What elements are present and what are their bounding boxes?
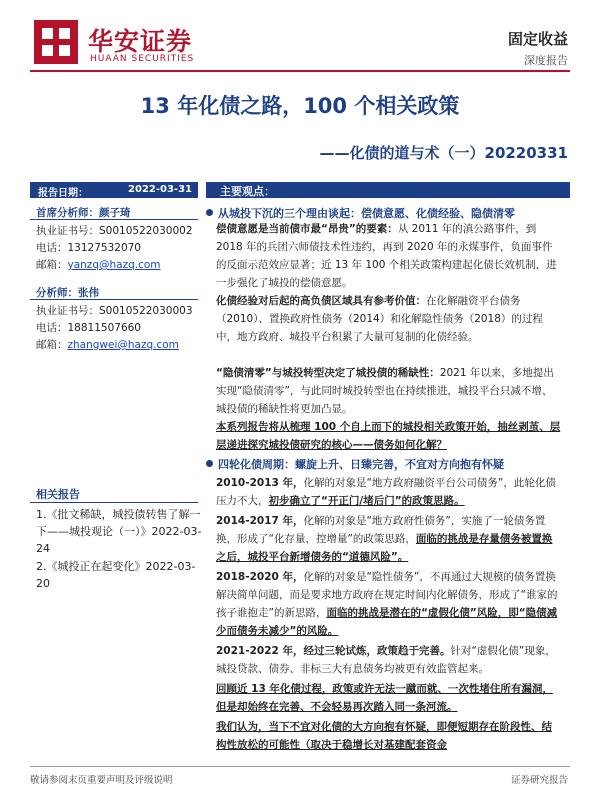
key-points-bar xyxy=(206,182,570,198)
page-title: 13 年化债之路，100 个相关政策 xyxy=(140,94,460,118)
section-bullet-1 xyxy=(206,205,515,221)
analyst1-email-link[interactable]: yanzq@hazq.com xyxy=(67,259,161,271)
paragraph-4-text: 本系列报告将从梳理 100 个自上而下的城投相关政策开始，抽丝剥茧、层层递进探究城投债研究的核心——债务如何化解？ xyxy=(216,421,561,451)
paragraph-2-lead: 化债经验对后起的高负债区域具有参考价值： xyxy=(216,295,426,307)
paragraph-5-text: 化解的对象是“地方政府融资平台公司债务”，此轮化债压力不大， xyxy=(216,477,556,507)
report-category: 固定收益 xyxy=(507,30,568,48)
page-subtitle: ——化债的道与术（一）20220331 xyxy=(319,144,568,162)
paragraph-10 xyxy=(216,718,562,758)
analyst2-phone: 电话：18811507660 xyxy=(36,322,141,334)
analyst2-email-label: 邮箱： xyxy=(36,339,68,351)
footer-rule xyxy=(30,766,570,767)
paragraph-9-text: 回顾近 13 年化债过程，政策或许无法一蹴而就、一次性堵住所有漏洞，但是却始终在完善、不会轻易再次踏入同一条河流。 xyxy=(216,683,553,713)
bullet-icon xyxy=(206,460,213,467)
related-rule xyxy=(30,502,198,503)
header-rule xyxy=(30,70,570,72)
section-bullet-2-text: 四轮化债周期：螺旋上升、日臻完善，不宜对方向抱有怀疑 xyxy=(218,458,504,471)
paragraph-5 xyxy=(216,474,562,510)
section-bullet-2 xyxy=(206,456,504,472)
footer-disclaimer: 敬请参阅末页重要声明及评级说明 xyxy=(30,775,173,786)
analyst1-email-row xyxy=(36,257,161,272)
paragraph-2 xyxy=(216,292,562,346)
paragraph-6-emphasis: 面临的挑战是存量债务被置换之后，城投平台新增债务的“道德风险”。 xyxy=(216,533,553,563)
logo-mark xyxy=(34,20,78,64)
analyst1-phone: 电话：13127532070 xyxy=(36,242,141,254)
analyst1-title: 首席分析师：颜子琦 xyxy=(36,207,131,219)
analyst2-email-row xyxy=(36,337,179,352)
paragraph-6-text: 化解的对象是“地方政府性债务”，实施了一轮债务置换，形成了“化存量，控增量”的政策思路， xyxy=(216,515,546,545)
paragraph-6 xyxy=(216,512,562,566)
paragraph-8-text: 针对“虚假化债”现象，城投贷款、债券、非标三大有息债务均被更有效监管起来。 xyxy=(216,645,556,675)
related-report-2[interactable]: 2.《城投正在起变化》2022-03-20 xyxy=(36,560,196,590)
analyst2-cert: 执业证书号：S0010522030003 xyxy=(36,305,193,317)
report-date-label: 报告日期： xyxy=(38,188,88,199)
paragraph-3-lead: “隐债清零”与城投转型决定了城投债的稀缺性： xyxy=(216,367,440,379)
related-report-1[interactable]: 1.《批文稀缺，城投债转售了解一下——城投观论（一）》2022-03-24 xyxy=(36,508,202,555)
bullet-icon xyxy=(206,209,213,216)
report-type: 深度报告 xyxy=(524,54,568,67)
paragraph-5-lead: 2010-2013 年， xyxy=(216,477,304,489)
paragraph-1-text: 从 2011 年的滇公路事件，到 2018 年的兵团六师债技术性违约，再到 2020 年的永煤事件，负面事件的反面示范效应显著；近 13 年 100 个相关政策构建起化债长效机制，进一步强化了城投的偿债意愿。 xyxy=(216,223,557,289)
analyst1-email-label: 邮箱： xyxy=(36,259,68,271)
paragraph-3 xyxy=(216,364,562,418)
key-points-heading: 主要观点： xyxy=(220,185,275,198)
paragraph-7-lead: 2018-2020 年， xyxy=(216,571,304,583)
analyst1-cert: 执业证书号：S0010522030002 xyxy=(36,225,193,237)
report-date-value: 2022-03-31 xyxy=(128,184,192,195)
paragraph-10-text: 我们认为，当下不宜对化债的大方向抱有怀疑，即便短期存在阶段性、结构性放松的可能性（取决于稳增长对基建配套资金 xyxy=(216,721,552,751)
paragraph-7-emphasis: 面临的挑战是潜在的“虚假化债”风险，即“隐债减少而债务未减少”的风险。 xyxy=(216,607,558,637)
paragraph-8 xyxy=(216,642,562,678)
paragraph-9 xyxy=(216,680,562,716)
logo-text: 华安证券 xyxy=(88,27,193,56)
footer-label: 证券研究报告 xyxy=(510,775,568,786)
paragraph-4 xyxy=(216,418,562,454)
analyst1-rule xyxy=(30,219,198,220)
paragraph-1-lead: 偿债意愿是当前债市最“昂贵”的要素： xyxy=(216,223,398,235)
section-bullet-1-text: 从城投下沉的三个理由谈起：偿债意愿、化债经验、隐债清零 xyxy=(218,207,515,220)
report-date-bar xyxy=(30,182,198,198)
paragraph-8-lead: 2021-2022 年，经过三轮试炼，政策趋于完善。 xyxy=(216,645,451,657)
paragraph-5-emphasis: 初步确立了“开正门/堵后门”的政策思路。 xyxy=(268,495,465,507)
paragraph-7-text: 化解的对象是“隐性债务”，不再通过大规模的债务置换解决简单问题，而是要求地方政府在规定时间内化解债务，形成了“谁家的孩子谁抱走”的新思路， xyxy=(216,571,558,619)
analyst2-title: 分析师：张伟 xyxy=(36,287,99,299)
paragraph-1 xyxy=(216,220,562,292)
logo-text-en: HUAAN SECURITIES xyxy=(90,54,195,64)
analyst2-rule xyxy=(30,299,198,300)
related-reports-heading: 相关报告 xyxy=(36,488,80,501)
paragraph-7 xyxy=(216,568,562,640)
paragraph-6-lead: 2014-2017 年， xyxy=(216,515,304,527)
paragraph-3-text: 2021 年以来，多地提出实现“隐债清零”，与此同时城投转型也在持续推进，城投平台只减不增、城投债的稀缺性将更加凸显。 xyxy=(216,367,554,415)
paragraph-2-text: 在化解融资平台债务（2010）、置换政府性债务（2014）和化解隐性债务（2018）的过程中，地方政府、城投平台积累了大量可复制的化债经验。 xyxy=(216,295,543,343)
analyst2-email-link[interactable]: zhangwei@hazq.com xyxy=(67,339,179,351)
